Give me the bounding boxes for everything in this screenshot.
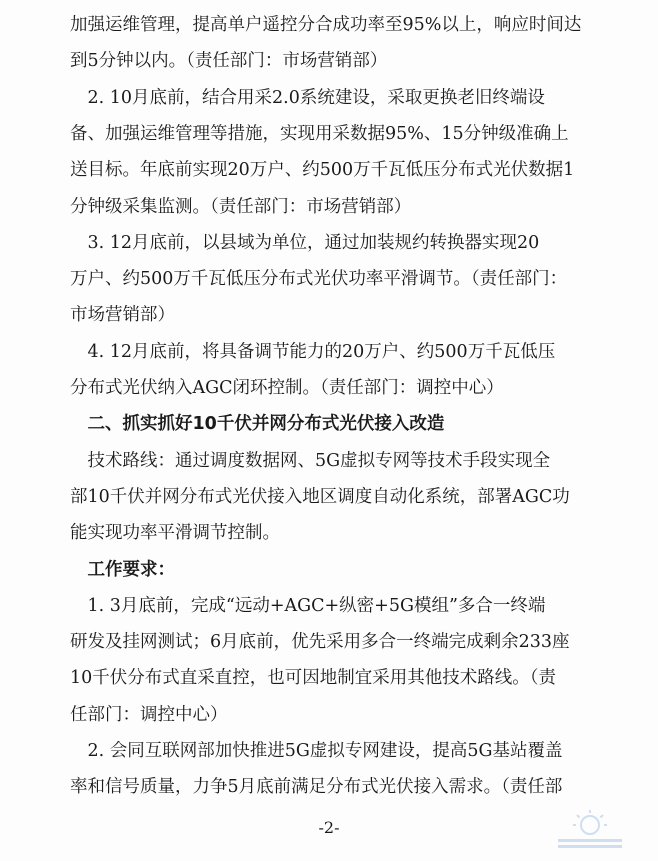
text-line-21: 2. 会同互联网部加快推进5G虚拟专网建设，提高5G基站覆盖: [70, 741, 563, 761]
text-line-7: 3. 12月底前，以县域为单位，通过加装规约转换器实现20: [70, 232, 540, 253]
text-line-22: 率和信号质量，力争5月底前满足分布式光伏接入需求。（责任部: [70, 777, 563, 798]
work-requirements-heading: 工作要求：: [70, 559, 175, 580]
text-line-17: 1. 3月底前，完成“远动+AGC+纵密+5G模组”多合一终端: [70, 595, 546, 616]
text-line-6: 分钟级采集监测。（责任部门：市场营销部）: [70, 196, 412, 217]
page-number: -2-: [318, 818, 340, 837]
text-line-13: 技术路线：通过调度数据网、5G虚拟专网等技术手段实现全: [70, 450, 551, 471]
text-line-5: 送目标。年底前实现20万户、约500万千瓦低压分布式光伏数据1: [70, 160, 575, 181]
text-line-10: 4. 12月底前，将具备调节能力的20万户、约500万千瓦低压: [70, 341, 556, 362]
text-line-1: 加强运维管理，提高单户遥控分合成功率至95%以上，响应时间达: [70, 15, 582, 35]
section-heading: 二、抓实抓好10千伏并网分布式光伏接入改造: [70, 414, 445, 435]
text-line-14: 部10千伏并网分布式光伏接入地区调度自动化系统，部署AGC功: [70, 486, 570, 507]
text-line-9: 市场营销部）: [70, 305, 175, 326]
text-line-18: 研发及挂网测试；6月底前，优先采用多合一终端完成剩余233座: [70, 632, 570, 653]
text-line-11: 分布式光伏纳入AGC闭环控制。（责任部门：调控中心）: [70, 378, 504, 398]
text-line-4: 备、加强运维管理等措施，实现用采数据95%、15分钟级准确上: [70, 123, 569, 144]
text-line-15: 能实现功率平滑调节控制。: [70, 523, 280, 544]
text-line-2: 到5分钟以内。（责任部门：市场营销部）: [70, 51, 388, 72]
text-line-20: 任部门：调控中心）: [70, 704, 228, 725]
text-line-8: 万户、约500万千瓦低压分布式光伏功率平滑调节。（责任部门：: [70, 269, 568, 290]
text-line-3: 2. 10月底前，结合用采2.0系统建设，采取更换老旧终端设: [70, 87, 545, 108]
text-line-19: 10千伏分布式直采直控，也可因地制宜采用其他技术路线。（责: [70, 668, 557, 689]
sun-logo-icon: [544, 809, 636, 853]
